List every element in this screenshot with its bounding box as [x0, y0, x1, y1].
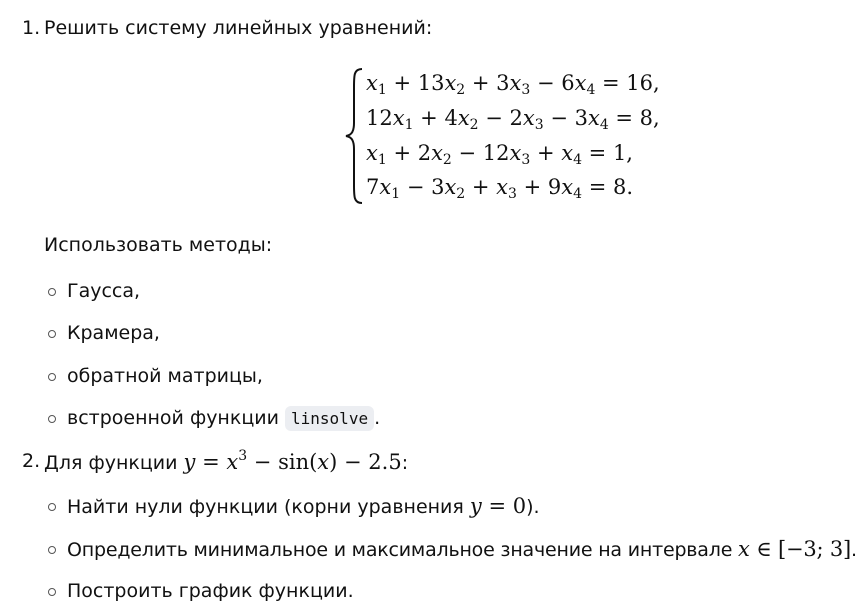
interval-formula: x ∈ [−3; 3] [738, 537, 852, 561]
equation-4: $7x_1 - 3x_2 + x_3 + 9x_4 = 8$. [366, 175, 633, 202]
equation-1: $x_1 + 13x_2 + 3x_3 - 6x_4 = 16$, [366, 71, 660, 98]
bullet-icon [48, 373, 56, 381]
task-2-title [44, 450, 408, 474]
equation-2: $12x_1 + 4x_2 - 2x_3 - 3x_4 = 8$, [366, 106, 660, 133]
methods-label: Использовать методы: [44, 234, 273, 256]
bullet-icon [48, 546, 56, 554]
bullet-icon [48, 588, 56, 596]
task-2-number: 2. [22, 450, 41, 472]
linsolve-code: linsolve [285, 406, 374, 431]
bullet-icon [48, 288, 56, 296]
equation-1-text [0, 0, 1, 1]
item-plot: Построить график функции. [67, 580, 354, 602]
bullet-icon [48, 330, 56, 338]
method-inverse-matrix: обратной матрицы, [67, 365, 263, 387]
method-builtin-suffix: . [374, 407, 381, 429]
bullet-icon [48, 503, 56, 511]
task-2-title-suffix: : [401, 452, 409, 474]
equation-3: $x_1 + 2x_2 - 12x_3 + x_4 = 1$, [366, 141, 633, 168]
minmax-prefix: Определить минимальное и максимальное значение на интервале [67, 539, 733, 561]
zeros-suffix: ). [526, 496, 540, 518]
zeros-prefix: Найти нули функции (корни уравнения [67, 496, 464, 518]
method-gauss: Гаусса, [67, 280, 141, 302]
bullet-icon [48, 415, 56, 423]
method-builtin-label: встроенной функции [67, 407, 279, 429]
task-1-number: 1. [22, 17, 41, 39]
minmax-suffix: . [851, 539, 857, 561]
task-2-title-prefix: Для функции [44, 452, 178, 474]
function-formula: $y = x^3 - \sin(x) - 2.5$ [183, 448, 402, 474]
item-min-max [67, 537, 857, 561]
item-find-zeros [67, 494, 540, 518]
left-brace-icon [344, 67, 366, 205]
method-cramer: Крамера, [67, 322, 160, 344]
zeros-formula: y = 0 [469, 494, 527, 518]
task-1-title: Решить систему линейных уравнений: [44, 17, 433, 39]
method-builtin [67, 407, 380, 429]
